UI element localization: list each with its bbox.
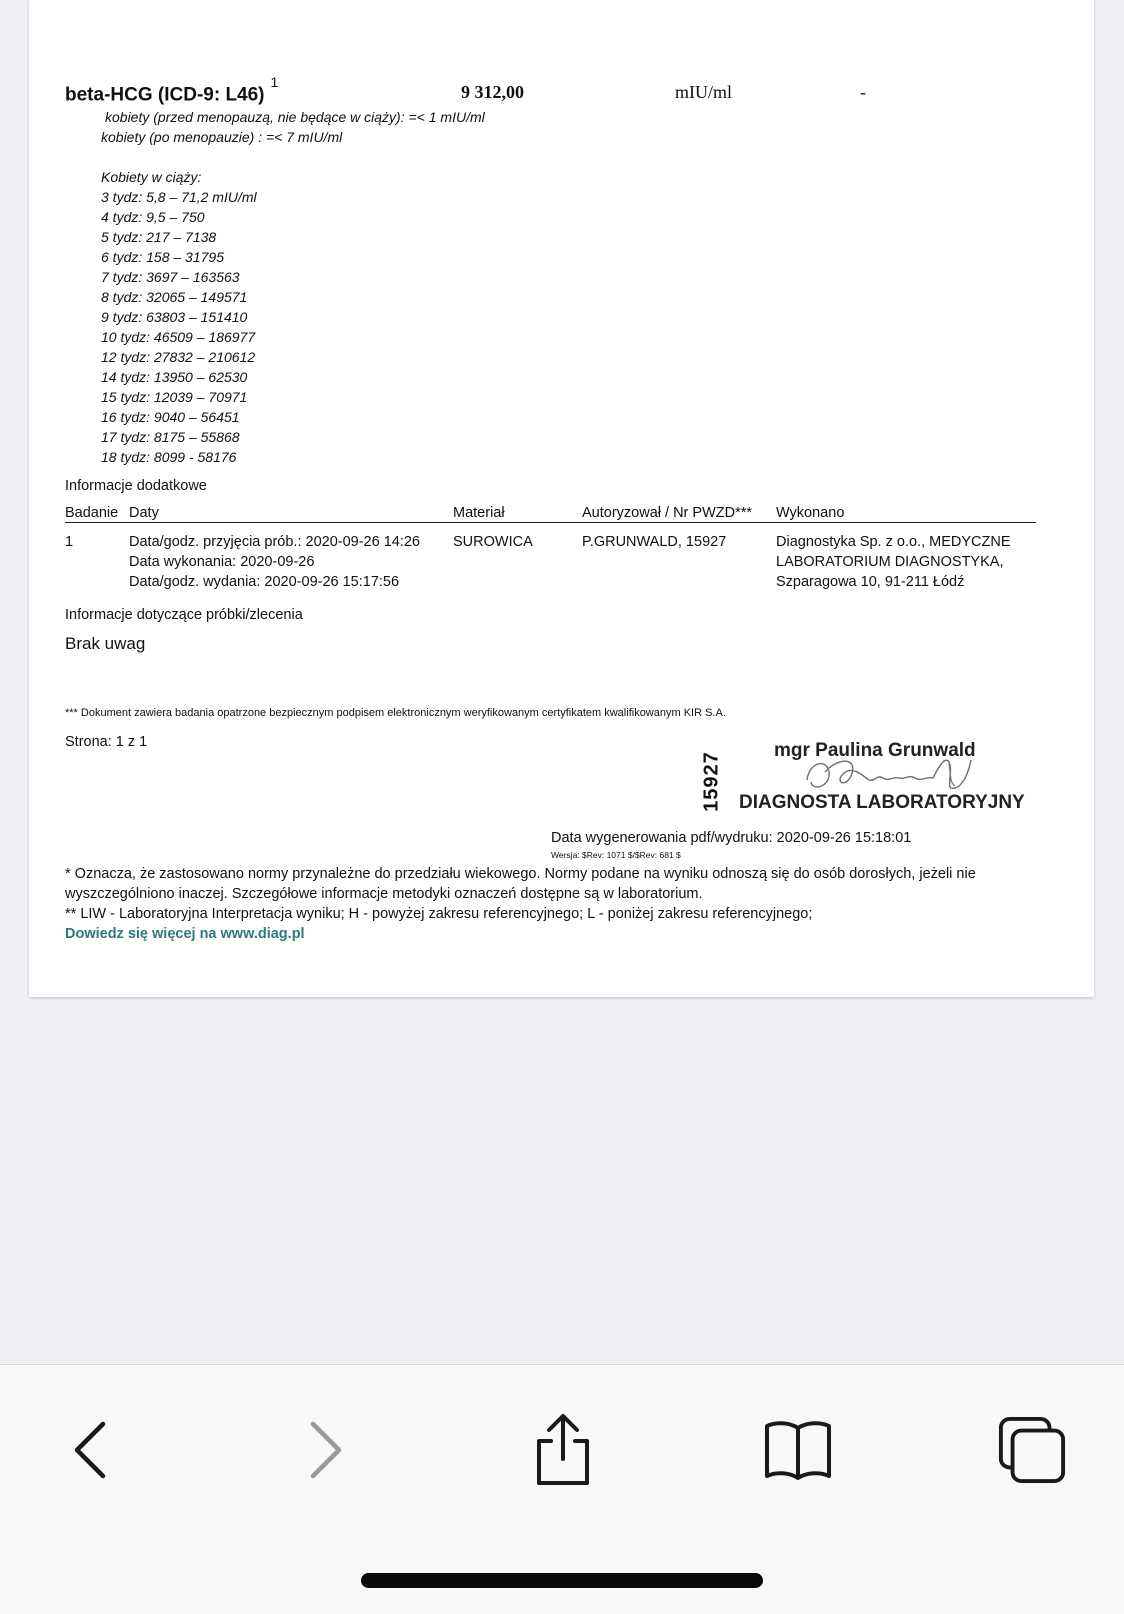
row-material: SUROWICA xyxy=(453,534,533,550)
pregnant-range: 3 tydz: 5,8 – 71,2 mIU/ml xyxy=(101,189,257,205)
pregnant-range: 17 tydz: 8175 – 55868 xyxy=(101,429,240,445)
reference-line: kobiety (po menopauzie) : =< 7 mIU/ml xyxy=(101,129,343,145)
sample-title: Informacje dotyczące próbki/zlecenia xyxy=(65,607,303,623)
share-button[interactable] xyxy=(528,1415,598,1485)
pregnant-range: 6 tydz: 158 – 31795 xyxy=(101,249,224,265)
bookmarks-icon xyxy=(763,1418,833,1482)
row-performed-line: Diagnostyka Sp. z o.o., MEDYCZNE xyxy=(776,534,1011,550)
row-date-line: Data/godz. wydania: 2020-09-26 15:17:56 xyxy=(129,574,400,590)
pregnant-range: 9 tydz: 63803 – 151410 xyxy=(101,309,248,325)
row-test-id: 1 xyxy=(65,534,74,550)
pregnant-range: 12 tydz: 27832 – 210612 xyxy=(101,349,256,365)
share-icon xyxy=(531,1413,595,1487)
row-dates xyxy=(129,532,420,592)
version-info: Wersja: $Rev: 1071 $/$Rev: 681 $ xyxy=(551,850,681,860)
row-authorized: P.GRUNWALD, 15927 xyxy=(582,534,727,550)
document-page xyxy=(29,0,1094,997)
footnote-line: ** LIW - Laboratoryjna Interpretacja wyniku; H - powyżej zakresu referencyjnego; L - poniżej zakresu referencyjnego; xyxy=(65,906,813,922)
sample-remarks: Brak uwag xyxy=(65,634,146,653)
footnote-line: wyszczególniono inaczej. Szczegółowe informacje metodyki oznaczeń dostępne są w laboratorium. xyxy=(65,886,703,902)
pregnant-range: 14 tydz: 13950 – 62530 xyxy=(101,369,248,385)
generation-date: Data wygenerowania pdf/wydruku: 2020-09-26 15:18:01 xyxy=(551,830,912,846)
row-performed xyxy=(776,532,1011,592)
col-header-material: Materiał xyxy=(453,505,505,521)
pregnant-range: 15 tydz: 12039 – 70971 xyxy=(101,389,248,405)
test-footnote-marker: 1 xyxy=(270,74,279,90)
pregnant-range: 7 tydz: 3697 – 163563 xyxy=(101,269,240,285)
row-performed-line: LABORATORIUM DIAGNOSTYKA, xyxy=(776,554,1004,570)
test-name: beta-HCG (ICD-9: L46)$^1$ xyxy=(65,74,279,106)
pregnant-range: 8 tydz: 32065 – 149571 xyxy=(101,289,248,305)
test-result-value: 9 312,00 xyxy=(461,82,524,102)
test-flag: - xyxy=(860,82,866,102)
bookmarks-button[interactable] xyxy=(763,1415,833,1485)
stamp-number: 15927 xyxy=(700,751,723,812)
browser-toolbar xyxy=(0,1364,1124,1614)
info-title: Informacje dodatkowe xyxy=(65,478,207,494)
tabs-icon xyxy=(997,1414,1067,1486)
forward-button[interactable] xyxy=(290,1415,360,1485)
col-header-authorized: Autoryzował / Nr PWZD*** xyxy=(582,505,753,521)
test-unit: mIU/ml xyxy=(675,82,732,102)
signer-role: DIAGNOSTA LABORATORYJNY xyxy=(739,792,1025,813)
row-performed-line: Szparagowa 10, 91-211 Łódź xyxy=(776,574,965,590)
table-header-rule xyxy=(65,522,1036,523)
row-date-line: Data wykonania: 2020-09-26 xyxy=(129,554,315,570)
pregnant-range: 10 tydz: 46509 – 186977 xyxy=(101,329,256,345)
col-header-dates: Daty xyxy=(129,505,159,521)
pregnant-title: Kobiety w ciąży: xyxy=(101,169,202,185)
reference-line: kobiety (przed menopauzą, nie będące w ciąży): =< 1 mIU/ml xyxy=(105,109,485,125)
signature-disclaimer: *** Dokument zawiera badania opatrzone bezpiecznym podpisem elektronicznym weryfikowanym certyfikatem kwalifikowanym KIR S.A. xyxy=(65,707,726,719)
reference-ranges xyxy=(101,107,485,467)
page-number: Strona: 1 z 1 xyxy=(65,734,148,750)
back-icon xyxy=(71,1420,111,1480)
diag-link[interactable]: Dowiedz się więcej na www.diag.pl xyxy=(65,926,305,942)
col-header-performed: Wykonano xyxy=(776,505,845,521)
back-button[interactable] xyxy=(56,1415,126,1485)
pregnant-range: 4 tydz: 9,5 – 750 xyxy=(101,209,205,225)
pregnant-range: 5 tydz: 217 – 7138 xyxy=(101,229,217,245)
footnotes xyxy=(65,864,976,944)
row-date-line: Data/godz. przyjęcia prób.: 2020-09-26 14:26 xyxy=(129,534,420,550)
forward-icon xyxy=(305,1420,345,1480)
pregnant-range: 18 tydz: 8099 - 58176 xyxy=(101,449,237,465)
pregnant-range: 16 tydz: 9040 – 56451 xyxy=(101,409,240,425)
signer-name: mgr Paulina Grunwald xyxy=(774,740,976,761)
footnote-line: * Oznacza, że zastosowano normy przynależne do przedziału wiekowego. Normy podane na wyniku odnoszą się do osób dorosłych, jeżeli nie xyxy=(65,866,976,882)
col-header-test: Badanie xyxy=(65,505,119,521)
home-indicator[interactable] xyxy=(361,1573,763,1588)
tabs-button[interactable] xyxy=(997,1415,1067,1485)
